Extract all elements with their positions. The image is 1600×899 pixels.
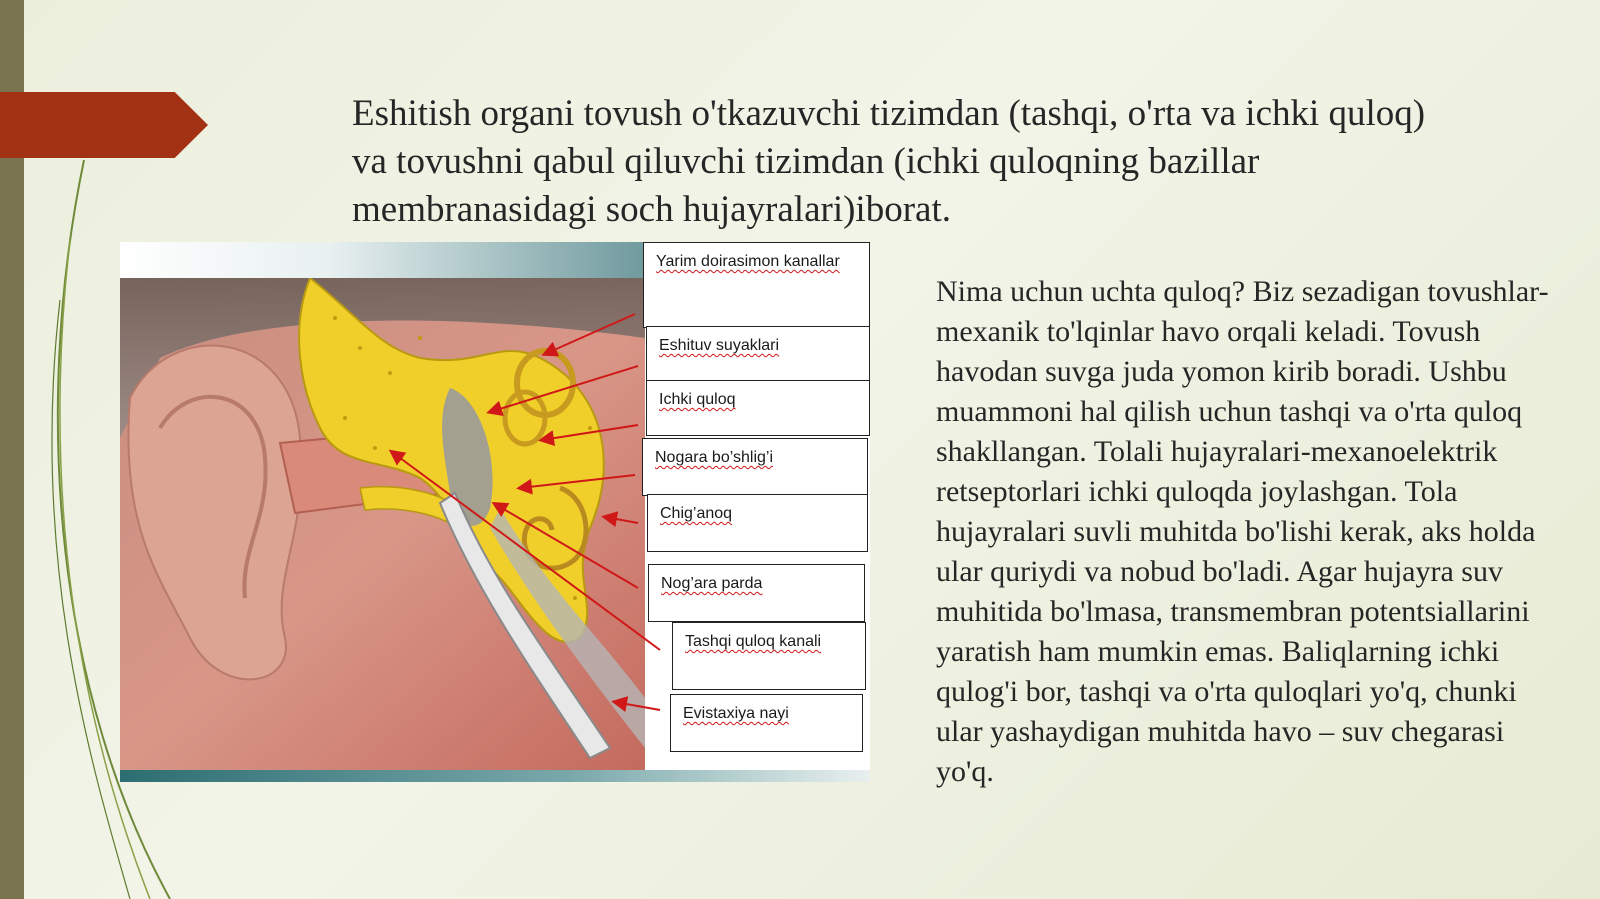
- label-inner-ear: Ichki quloq: [646, 380, 870, 436]
- figure-top-strip: [120, 242, 645, 278]
- ear-anatomy-figure: [120, 242, 870, 792]
- label-tympanic-cavity: Nogara bo’shlig’i: [642, 438, 868, 496]
- label-ear-canal: Tashqi quloq kanali: [672, 622, 866, 690]
- figure-bottom-strip: [120, 770, 870, 782]
- label-cochlea: Chig’anoq: [647, 494, 868, 552]
- slide-body-text: Nima uchun uchta quloq? Biz sezadigan tovushlar-mexanik to'lqinlar havo orqali keladi. Tovush havodan suvga juda yomon kirib boradi. Ushbu muammoni hal qilish uchun tashqi va o'rta quloq shakllangan. Tolali hujayralari-mexanoelektrik retseptorlari ichki quloqda joylashgan. Tola hujayralari suvli muhitda bo'lishi kerak, aks holda ular quriydi va nobud bo'ladi. Agar hujayra suv muhitida bo'lmasa, transmembran potentsiallarini yaratish ham mumkin emas. Baliqlarning ichki qulog'i bor, tashqi va o'rta quloqlari yo'q, chunki ular yashaydigan muhitda havo – suv chegarasi yo'q.: [936, 275, 1549, 788]
- ear-illustration: [120, 278, 645, 770]
- label-eustachian-tube: Evistaxiya nayi: [670, 694, 863, 752]
- label-eardrum: Nog’ara parda: [648, 564, 865, 622]
- label-semicircular-canals: Yarim doirasimon kanallar: [643, 242, 870, 328]
- accent-arrow-shape: [0, 92, 208, 158]
- slide-title: Eshitish organi tovush o'tkazuvchi tizimdan (tashqi, o'rta va ichki quloq) va tovushni qabul qiluvchi tizimdan (ichki quloqning bazillar membranasidagi soch hujayralari)iborat.: [352, 93, 1426, 230]
- label-ossicles: Eshituv suyaklari: [646, 326, 870, 382]
